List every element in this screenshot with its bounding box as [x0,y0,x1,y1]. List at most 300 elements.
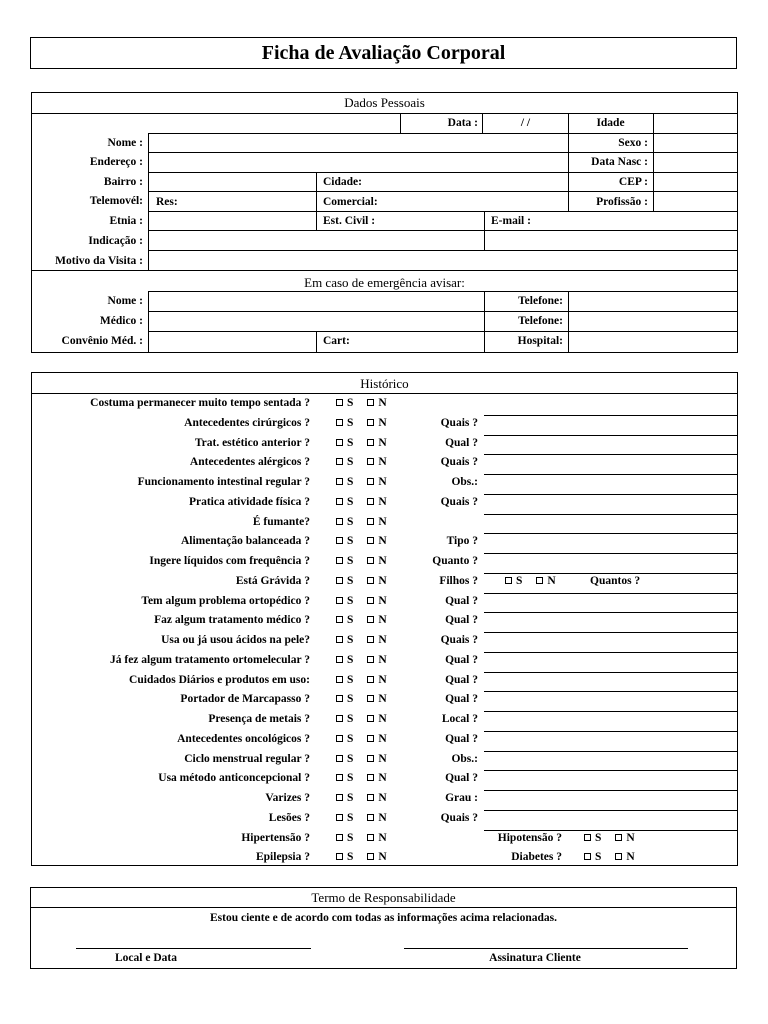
historico-question: Faz algum tratamento médico ? [154,614,310,626]
yes-label: S [347,496,354,508]
no-label: N [378,851,387,863]
checkbox-icon[interactable] [536,577,543,584]
yes-label: S [347,832,354,844]
no-label: N [378,575,387,587]
data-nasc-label: Data Nasc : [591,156,648,168]
checkbox-icon[interactable] [336,458,343,465]
yes-label: S [347,595,354,607]
convenio-label: Convênio Méd. : [61,335,143,347]
yes-label: S [595,832,602,844]
no-option[interactable] [367,693,386,705]
hospital-label: Hospital: [517,335,563,347]
yes-option[interactable] [336,634,353,646]
followup-label: Local ? [441,713,478,725]
checkbox-icon[interactable] [367,597,374,604]
telefone2-label: Telefone: [518,315,563,327]
checkbox-icon[interactable] [367,636,374,643]
yes-no-options [336,575,387,588]
yes-option[interactable] [336,832,353,844]
no-option[interactable] [615,851,634,863]
yes-no-options [336,634,387,647]
yes-no-options [336,555,387,568]
yes-label: S [347,634,354,646]
historico-question: Cuidados Diários e produtos em uso: [129,674,310,686]
assinatura-line[interactable] [404,948,688,949]
yes-no-options [336,674,387,687]
yes-no-options [336,733,387,746]
nome-label: Nome : [107,137,143,149]
checkbox-icon[interactable] [367,478,374,485]
yes-label: S [347,535,354,547]
no-label: N [378,753,387,765]
no-option[interactable] [367,555,386,567]
hipotensao-label: Hipotensão ? [497,832,562,844]
checkbox-icon[interactable] [336,537,343,544]
no-label: N [378,713,387,725]
yes-no-options [336,535,387,548]
checkbox-icon[interactable] [505,577,512,584]
answer-line[interactable] [484,810,738,811]
no-option[interactable] [367,772,386,784]
res-label: Res: [156,196,178,208]
no-label: N [378,832,387,844]
checkbox-icon[interactable] [367,656,374,663]
checkbox-icon[interactable] [336,794,343,801]
diabetes-label: Diabetes ? [511,851,562,863]
historico-question: É fumante? [252,516,310,528]
yes-no-options [584,832,635,845]
checkbox-icon[interactable] [367,853,374,860]
checkbox-icon[interactable] [336,419,343,426]
followup-label: Obs.: [451,753,478,765]
followup-label: Qual ? [445,654,478,666]
local-data-label: Local e Data [115,952,177,964]
col-line [148,133,149,271]
yes-no-options [336,693,387,706]
row-line [148,172,738,173]
checkbox-icon[interactable] [367,399,374,406]
yes-label: S [347,772,354,784]
row-line [31,270,738,271]
checkbox-icon[interactable] [336,656,343,663]
no-option[interactable] [367,456,386,468]
historico-question: Usa ou já usou ácidos na pele? [161,634,310,646]
no-label: N [626,832,635,844]
no-option[interactable] [367,832,386,844]
historico-question: Epilepsia ? [255,851,310,863]
checkbox-icon[interactable] [336,498,343,505]
no-label: N [547,575,556,587]
yes-option[interactable] [336,674,353,686]
historico-question: Ingere líquidos com frequência ? [149,555,310,567]
checkbox-icon[interactable] [336,715,343,722]
col-line [316,172,317,230]
col-line [148,291,149,353]
row-line [148,211,738,212]
yes-label: S [347,417,354,429]
checkbox-icon[interactable] [336,735,343,742]
answer-line[interactable] [484,731,738,732]
checkbox-icon[interactable] [336,616,343,623]
answer-line[interactable] [484,494,738,495]
yes-no-options [336,772,387,785]
yes-label: S [347,654,354,666]
termo-header: Termo de Responsabilidade [311,890,456,905]
historico-question: Está Grávida ? [235,575,310,587]
yes-label: S [347,753,354,765]
checkbox-icon[interactable] [367,755,374,762]
followup-label: Qual ? [445,733,478,745]
yes-label: S [347,693,354,705]
checkbox-icon[interactable] [336,518,343,525]
followup-label: Quais ? [440,634,478,646]
checkbox-icon[interactable] [336,676,343,683]
answer-line[interactable] [484,751,738,752]
row-line [148,191,738,192]
checkbox-icon[interactable] [367,498,374,505]
no-label: N [378,595,387,607]
followup-label: Quanto ? [432,555,478,567]
no-option[interactable] [367,733,386,745]
checkbox-icon[interactable] [336,399,343,406]
no-option[interactable] [367,812,386,824]
answer-line[interactable] [484,632,738,633]
cep-label: CEP : [618,176,648,188]
historico-question: Usa método anticoncepcional ? [158,772,310,784]
yes-option[interactable] [505,575,522,587]
no-option[interactable] [367,595,386,607]
answer-line[interactable] [484,514,738,515]
checkbox-icon[interactable] [584,834,591,841]
historico-question: Funcionamento intestinal regular ? [137,476,310,488]
col-line [568,291,569,353]
yes-label: S [347,792,354,804]
yes-no-options [584,851,635,864]
yes-option[interactable] [584,832,601,844]
yes-no-options [336,792,387,805]
yes-option[interactable] [336,654,353,666]
no-option[interactable] [367,496,386,508]
checkbox-icon[interactable] [336,695,343,702]
answer-line[interactable] [484,691,738,692]
yes-label: S [347,733,354,745]
historico-question: Lesões ? [268,812,310,824]
checkbox-icon[interactable] [367,676,374,683]
yes-option[interactable] [336,753,353,765]
checkbox-icon[interactable] [615,853,622,860]
yes-option[interactable] [336,397,353,409]
checkbox-icon[interactable] [336,636,343,643]
checkbox-icon[interactable] [336,774,343,781]
telefone1-label: Telefone: [518,295,563,307]
emergencia-header: Em caso de emergência avisar: [304,275,465,290]
checkbox-icon[interactable] [336,814,343,821]
no-option[interactable] [367,713,386,725]
yes-no-options [336,595,387,608]
est-civil-label: Est. Civil : [323,215,376,227]
endereco-label: Endereço : [89,156,143,168]
yes-option[interactable] [584,851,601,863]
yes-no-options [336,496,387,509]
answer-line[interactable] [484,790,738,791]
yes-no-options [336,476,387,489]
followup-label: Qual ? [445,772,478,784]
yes-option[interactable] [336,693,353,705]
no-option[interactable] [536,575,555,587]
yes-label: S [347,812,354,824]
checkbox-icon[interactable] [336,597,343,604]
profissao-label: Profissão : [596,196,648,208]
no-label: N [378,417,387,429]
historico-question: Varizes ? [265,792,310,804]
answer-line[interactable] [484,553,738,554]
yes-label: S [347,614,354,626]
historico-question: Alimentação balanceada ? [180,535,310,547]
no-label: N [378,456,387,468]
yes-option[interactable] [336,535,353,547]
no-option[interactable] [367,437,386,449]
dados-pessoais-header: Dados Pessoais [344,95,425,110]
medico-label: Médico : [99,315,143,327]
historico-question: Tem algum problema ortopédico ? [141,595,310,607]
row-line [148,311,738,312]
checkbox-icon[interactable] [336,478,343,485]
checkbox-icon[interactable] [367,458,374,465]
row-line [148,230,738,231]
historico-header: Histórico [360,376,409,391]
followup-label: Quais ? [440,456,478,468]
no-label: N [378,812,387,824]
checkbox-icon[interactable] [584,853,591,860]
telemovel-label: Telemovél: [89,195,143,207]
followup-label: Tipo ? [446,535,478,547]
answer-line[interactable] [484,454,738,455]
data-field[interactable]: / / [520,117,531,129]
answer-line[interactable] [484,435,738,436]
termo-text: Estou ciente e de acordo com todas as informações acima relacionadas. [210,912,557,924]
answer-line[interactable] [484,593,738,594]
no-option[interactable] [367,654,386,666]
no-label: N [378,535,387,547]
yes-no-options [336,812,387,825]
yes-option[interactable] [336,614,353,626]
no-label: N [378,496,387,508]
row-line [148,250,738,251]
checkbox-icon[interactable] [336,834,343,841]
sexo-label: Sexo : [618,137,648,149]
no-option[interactable] [367,397,386,409]
yes-no-options [336,397,387,410]
yes-no-options [336,437,387,450]
etnia-label: Etnia : [109,215,143,227]
no-option[interactable] [367,535,386,547]
no-label: N [378,772,387,784]
answer-line[interactable] [484,612,738,613]
followup-label: Qual ? [445,674,478,686]
yes-label: S [347,555,354,567]
followup-label: Grau : [445,792,478,804]
yes-option[interactable] [336,713,353,725]
yes-option[interactable] [336,812,353,824]
followup-label: Quais ? [440,417,478,429]
yes-no-options [336,417,387,430]
checkbox-icon[interactable] [615,834,622,841]
yes-option[interactable] [336,476,353,488]
followup-label: Filhos ? [439,575,478,587]
assinatura-label: Assinatura Cliente [489,952,581,964]
yes-label: S [347,674,354,686]
answer-line[interactable] [484,830,738,831]
yes-label: S [595,851,602,863]
historico-question: Costuma permanecer muito tempo sentada ? [90,397,310,409]
followup-label: Quais ? [440,812,478,824]
historico-question: Pratica atividade física ? [188,496,310,508]
followup-label: Quais ? [440,496,478,508]
indicacao-label: Indicação : [88,235,143,247]
yes-option[interactable] [336,575,353,587]
answer-line[interactable] [484,573,738,574]
filhos-yes-no [505,575,556,588]
data-label: Data : [447,117,478,129]
checkbox-icon[interactable] [367,419,374,426]
answer-line[interactable] [484,672,738,673]
yes-no-options [336,851,387,864]
answer-line[interactable] [484,474,738,475]
yes-label: S [347,851,354,863]
row-line [148,291,738,292]
answer-line[interactable] [484,652,738,653]
no-option[interactable] [367,792,386,804]
checkbox-icon[interactable] [336,557,343,564]
local-data-line[interactable] [76,948,311,949]
no-label: N [378,555,387,567]
no-label: N [378,437,387,449]
no-option[interactable] [367,634,386,646]
no-label: N [378,634,387,646]
comercial-label: Comercial: [323,196,378,208]
yes-no-options [336,713,387,726]
checkbox-icon[interactable] [367,774,374,781]
checkbox-icon[interactable] [367,577,374,584]
followup-label: Qual ? [445,595,478,607]
followup-label: Qual ? [445,693,478,705]
yes-option[interactable] [336,772,353,784]
historico-question: Antecedentes oncológicos ? [177,733,310,745]
checkbox-icon[interactable] [336,755,343,762]
checkbox-icon[interactable] [367,557,374,564]
row-line [148,152,738,153]
historico-question: Já fez algum tratamento ortomelecular ? [109,654,310,666]
historico-question: Antecedentes alérgicos ? [189,456,310,468]
yes-no-options [336,753,387,766]
historico-question: Presença de metais ? [208,713,310,725]
no-option[interactable] [367,753,386,765]
answer-line[interactable] [484,711,738,712]
followup-label: Obs.: [451,476,478,488]
answer-line[interactable] [484,770,738,771]
checkbox-icon[interactable] [336,577,343,584]
yes-no-options [336,456,387,469]
row-line [148,331,738,332]
checkbox-icon[interactable] [367,794,374,801]
checkbox-icon[interactable] [367,439,374,446]
historico-question: Ciclo menstrual regular ? [184,753,310,765]
yes-no-options [336,614,387,627]
no-option[interactable] [367,417,386,429]
idade-label: Idade [596,117,625,129]
historico-question: Hipertensão ? [241,832,310,844]
followup-label: Qual ? [445,614,478,626]
email-label: E-mail : [491,215,531,227]
no-label: N [378,792,387,804]
yes-label: S [347,397,354,409]
no-option[interactable] [615,832,634,844]
no-option[interactable] [367,476,386,488]
yes-option[interactable] [336,792,353,804]
yes-label: S [516,575,523,587]
yes-option[interactable] [336,496,353,508]
historico-question: Trat. estético anterior ? [194,437,310,449]
yes-option[interactable] [336,733,353,745]
checkbox-icon[interactable] [336,853,343,860]
yes-label: S [347,456,354,468]
no-label: N [378,733,387,745]
checkbox-icon[interactable] [367,695,374,702]
emerg-nome-label: Nome : [107,295,143,307]
row-line [30,907,737,908]
no-option[interactable] [367,516,386,528]
answer-line[interactable] [484,533,738,534]
no-label: N [378,476,387,488]
page-title: Ficha de Avaliação Corporal [261,42,506,64]
no-option[interactable] [367,614,386,626]
no-label: N [378,693,387,705]
checkbox-icon[interactable] [367,834,374,841]
quantos-label: Quantos ? [590,575,641,587]
checkbox-icon[interactable] [367,735,374,742]
checkbox-icon[interactable] [367,814,374,821]
yes-no-options [336,832,387,845]
no-label: N [378,516,387,528]
checkbox-icon[interactable] [367,518,374,525]
yes-option[interactable] [336,437,353,449]
answer-line[interactable] [484,415,738,416]
historico-question: Portador de Marcapasso ? [180,693,310,705]
yes-label: S [347,575,354,587]
no-label: N [378,674,387,686]
yes-option[interactable] [336,851,353,863]
yes-option[interactable] [336,516,353,528]
no-option[interactable] [367,575,386,587]
no-option[interactable] [367,674,386,686]
cart-label: Cart: [323,335,350,347]
checkbox-icon[interactable] [367,537,374,544]
yes-option[interactable] [336,595,353,607]
yes-option[interactable] [336,555,353,567]
yes-option[interactable] [336,417,353,429]
row-line [31,393,738,394]
no-option[interactable] [367,851,386,863]
checkbox-icon[interactable] [367,616,374,623]
yes-label: S [347,476,354,488]
yes-option[interactable] [336,456,353,468]
col-line [316,331,317,353]
yes-label: S [347,713,354,725]
row-line [148,133,738,134]
checkbox-icon[interactable] [367,715,374,722]
checkbox-icon[interactable] [336,439,343,446]
followup-label: Qual ? [445,437,478,449]
